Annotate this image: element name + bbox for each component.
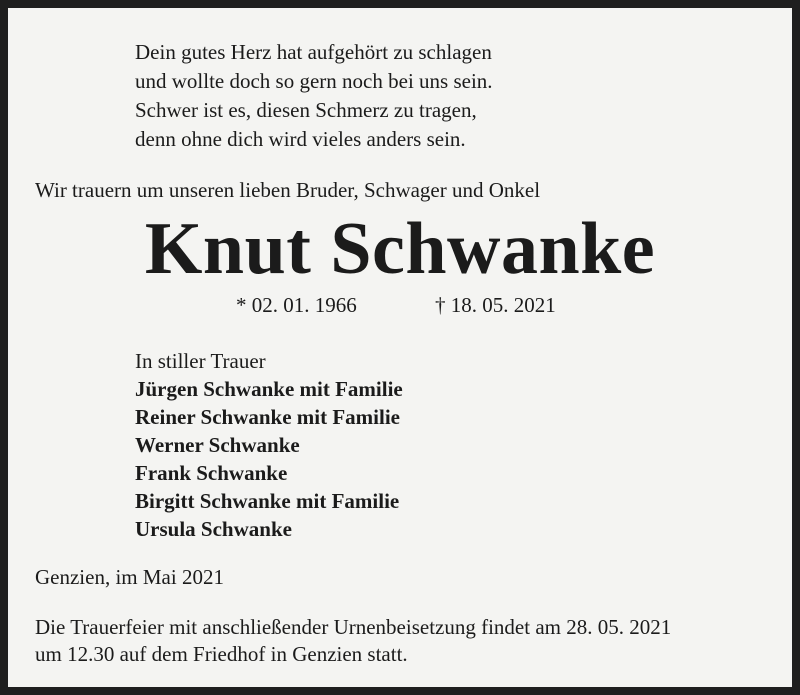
poem-line: Schwer ist es, diesen Schmerz zu tragen, xyxy=(135,98,477,122)
mourner-name: Werner Schwanke xyxy=(135,433,300,457)
poem-line: denn ohne dich wird vieles anders sein. xyxy=(135,127,466,151)
birth-date: * 02. 01. 1966 xyxy=(236,293,357,317)
intro-text: Wir trauern um unseren lieben Bruder, Schwager und Onkel xyxy=(35,178,541,202)
mourner-name: Frank Schwanke xyxy=(135,461,288,485)
funeral-line: Die Trauerfeier mit anschließender Urnenbeisetzung findet am 28. 05. 2021 xyxy=(35,615,672,639)
poem-line: und wollte doch so gern noch bei uns sein. xyxy=(135,69,493,93)
funeral-line: um 12.30 auf dem Friedhof in Genzien statt. xyxy=(35,642,408,666)
poem xyxy=(135,38,493,154)
place-and-date: Genzien, im Mai 2021 xyxy=(35,565,224,589)
death-date: † 18. 05. 2021 xyxy=(435,293,556,317)
mourner-name: Ursula Schwanke xyxy=(135,517,292,541)
mourners-label: In stiller Trauer xyxy=(135,349,266,373)
mourner-name: Reiner Schwanke mit Familie xyxy=(135,405,401,429)
mourners-list xyxy=(135,347,403,543)
funeral-info xyxy=(35,614,671,668)
mourner-name: Birgitt Schwanke mit Familie xyxy=(135,489,400,513)
deceased-name: Knut Schwanke xyxy=(144,208,656,290)
mourner-name: Jürgen Schwanke mit Familie xyxy=(135,377,403,401)
poem-line: Dein gutes Herz hat aufgehört zu schlagen xyxy=(135,40,492,64)
